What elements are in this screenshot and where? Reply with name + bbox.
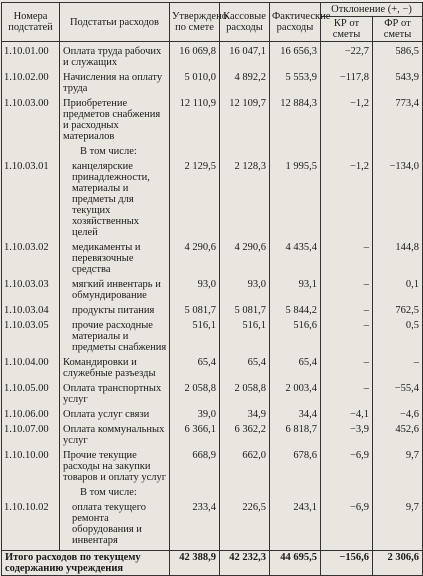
row-fr: −4,6: [373, 409, 423, 420]
row-code: [2, 487, 60, 498]
row-approved: [170, 146, 220, 157]
row-cash: 5 081,7: [220, 305, 270, 316]
row-fr: −134,0: [373, 161, 423, 238]
row-actual: [270, 487, 321, 498]
row-approved: 2 129,5: [170, 161, 220, 238]
header-name: Подстатьи расходов: [60, 3, 170, 42]
row-code: 1.10.02.00: [2, 72, 60, 94]
row-kr: −6,9: [321, 502, 373, 546]
row-kr: −1,2: [321, 161, 373, 238]
row-name: мягкий инвентарь и обмундирование: [60, 279, 170, 301]
row-code: 1.10.05.00: [2, 383, 60, 405]
row-name: Командировки и служебные разъезды: [60, 357, 170, 379]
header-actual: Фактические расходы: [270, 3, 321, 42]
row-actual: 678,6: [270, 450, 321, 483]
row-kr: –: [321, 383, 373, 405]
row-name: канцелярские принадлежности, материалы и предметы для текущих хозяйственных целей: [60, 161, 170, 238]
total-fr: 2 306,6: [373, 551, 423, 576]
row-actual: 93,1: [270, 279, 321, 301]
row-code: 1.10.03.01: [2, 161, 60, 238]
row-cash: 4 290,6: [220, 242, 270, 275]
table-row: [2, 242, 423, 275]
row-name: В том числе:: [60, 487, 170, 498]
row-code: [2, 146, 60, 157]
total-label: Итого расходов по текущему содержанию учреждения: [2, 551, 170, 576]
row-fr: 586,5: [373, 46, 423, 68]
row-actual: 1 995,5: [270, 161, 321, 238]
row-approved: 2 058,8: [170, 383, 220, 405]
total-actual: 44 695,5: [270, 551, 321, 576]
row-kr: [321, 146, 373, 157]
row-fr: 0,1: [373, 279, 423, 301]
row-name: Оплата труда рабочих и служащих: [60, 46, 170, 68]
row-cash: 12 109,7: [220, 98, 270, 142]
row-code: 1.10.10.02: [2, 502, 60, 546]
row-name: медикаменты и перевязочные средства: [60, 242, 170, 275]
row-kr: –: [321, 320, 373, 353]
row-cash: [220, 487, 270, 498]
total-kr: −156,6: [321, 551, 373, 576]
row-code: 1.10.04.00: [2, 357, 60, 379]
total-row: [2, 551, 423, 576]
row-code: 1.10.01.00: [2, 46, 60, 68]
table-row: [2, 305, 423, 316]
table-row: [2, 161, 423, 238]
table-row: [2, 320, 423, 353]
row-kr: −1,2: [321, 98, 373, 142]
row-fr: 543,9: [373, 72, 423, 94]
row-actual: 16 656,3: [270, 46, 321, 68]
row-code: 1.10.06.00: [2, 409, 60, 420]
row-kr: −3,9: [321, 424, 373, 446]
table-row: [2, 450, 423, 483]
row-fr: 144,8: [373, 242, 423, 275]
row-fr: 452,6: [373, 424, 423, 446]
row-approved: 12 110,9: [170, 98, 220, 142]
row-cash: [220, 146, 270, 157]
row-cash: 93,0: [220, 279, 270, 301]
row-kr: –: [321, 305, 373, 316]
row-kr: −117,8: [321, 72, 373, 94]
table-row: [2, 409, 423, 420]
row-cash: 226,5: [220, 502, 270, 546]
row-cash: 2 058,8: [220, 383, 270, 405]
table-row: [2, 46, 423, 68]
table-row: [2, 487, 423, 498]
header-deviation: Отклонение (+, −): [321, 3, 423, 17]
table-row: [2, 383, 423, 405]
table-row: [2, 279, 423, 301]
row-name: оплата текущего ремонта оборудования и инвентаря: [60, 502, 170, 546]
row-approved: 668,9: [170, 450, 220, 483]
row-actual: 65,4: [270, 357, 321, 379]
row-approved: 65,4: [170, 357, 220, 379]
row-fr: –: [373, 357, 423, 379]
row-name: Прочие текущие расходы на закупки товаров и оплату услуг: [60, 450, 170, 483]
row-fr: 773,4: [373, 98, 423, 142]
row-actual: 2 003,4: [270, 383, 321, 405]
total-cash: 42 232,3: [220, 551, 270, 576]
row-kr: –: [321, 279, 373, 301]
row-approved: 16 069,8: [170, 46, 220, 68]
header-cash: Кассовые расходы: [220, 3, 270, 42]
row-fr: −55,4: [373, 383, 423, 405]
row-kr: −22,7: [321, 46, 373, 68]
total-approved: 42 388,9: [170, 551, 220, 576]
row-fr: [373, 146, 423, 157]
table-body: [2, 42, 423, 551]
row-name: Оплата услуг связи: [60, 409, 170, 420]
row-fr: [373, 487, 423, 498]
row-approved: 5 010,0: [170, 72, 220, 94]
row-name: прочие расходные материалы и предметы снабжения: [60, 320, 170, 353]
row-approved: 5 081,7: [170, 305, 220, 316]
row-code: 1.10.03.03: [2, 279, 60, 301]
row-cash: 6 362,2: [220, 424, 270, 446]
header-code: Номера подстатей: [2, 3, 60, 42]
row-approved: 6 366,1: [170, 424, 220, 446]
row-cash: 65,4: [220, 357, 270, 379]
row-approved: 39,0: [170, 409, 220, 420]
row-code: 1.10.10.00: [2, 450, 60, 483]
row-approved: 4 290,6: [170, 242, 220, 275]
row-actual: 5 553,9: [270, 72, 321, 94]
header-kr: КР от сметы: [321, 17, 373, 42]
row-actual: 243,1: [270, 502, 321, 546]
row-actual: 4 435,4: [270, 242, 321, 275]
row-approved: [170, 487, 220, 498]
table-row: [2, 357, 423, 379]
header-fr: ФР от сметы: [373, 17, 423, 42]
row-fr: 9,7: [373, 502, 423, 546]
row-name: Начисления на оплату труда: [60, 72, 170, 94]
row-cash: 16 047,1: [220, 46, 270, 68]
header-approved: Утверждено по смете: [170, 3, 220, 42]
row-name: продукты питания: [60, 305, 170, 316]
row-cash: 516,1: [220, 320, 270, 353]
table-row: [2, 424, 423, 446]
row-kr: –: [321, 357, 373, 379]
table-row: [2, 146, 423, 157]
row-kr: [321, 487, 373, 498]
row-code: 1.10.03.02: [2, 242, 60, 275]
row-name: Оплата коммунальных услуг: [60, 424, 170, 446]
row-actual: 12 884,3: [270, 98, 321, 142]
row-cash: 34,9: [220, 409, 270, 420]
row-actual: 516,6: [270, 320, 321, 353]
row-code: 1.10.03.00: [2, 98, 60, 142]
row-actual: 6 818,7: [270, 424, 321, 446]
row-actual: [270, 146, 321, 157]
row-name: Приобретение предметов снабжения и расходных материалов: [60, 98, 170, 142]
expense-table: [1, 2, 423, 576]
row-code: 1.10.03.04: [2, 305, 60, 316]
row-code: 1.10.07.00: [2, 424, 60, 446]
row-approved: 516,1: [170, 320, 220, 353]
row-approved: 93,0: [170, 279, 220, 301]
table-row: [2, 72, 423, 94]
row-kr: −4,1: [321, 409, 373, 420]
row-fr: 762,5: [373, 305, 423, 316]
row-cash: 4 892,2: [220, 72, 270, 94]
row-fr: 0,5: [373, 320, 423, 353]
row-cash: 2 128,3: [220, 161, 270, 238]
table-row: [2, 98, 423, 142]
row-fr: 9,7: [373, 450, 423, 483]
row-kr: −6,9: [321, 450, 373, 483]
row-kr: –: [321, 242, 373, 275]
row-code: 1.10.03.05: [2, 320, 60, 353]
row-name: В том числе:: [60, 146, 170, 157]
row-name: Оплата транспортных услуг: [60, 383, 170, 405]
row-approved: 233,4: [170, 502, 220, 546]
row-actual: 5 844,2: [270, 305, 321, 316]
table-row: [2, 502, 423, 546]
row-cash: 662,0: [220, 450, 270, 483]
row-actual: 34,4: [270, 409, 321, 420]
